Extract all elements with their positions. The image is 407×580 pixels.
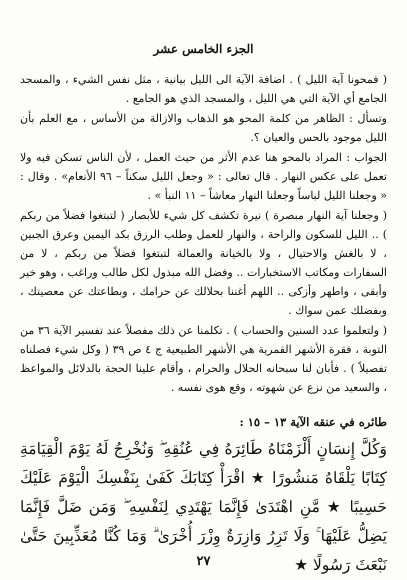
paragraph-2: وتسأل : الظاهر من كلمة المحو هو الذهاب والازالة من الأساس ، مع العلم بأن الليل موجود بالحس والعيان ؟. <box>20 112 387 144</box>
paragraph-4: ( وجعلنا آية النهار مبصرة ) نيرة تكشف كل شيء للأبصار ( لتبتغوا فضلاً من ربكم ) .. الليل للسكون والراحة ، والنهار للعمل وطلب الرزق بكد اليمين وعرق الجبين ، لا بالغش والاحتيال ، ولا بالخيانة والعمالة لتبتغوا فضلاً من ربكم ، لا من السفارات ومكاتب الاستخبارات .. وفضل الله مبذول لكل طالب وراغب ، وهو خير وأبقى ، واطهر وأزكى .. اللهم أغننا بحلالك عن حرامك ، وبطاعتك عن معصيتك ، وبفضلك عمن سواك . <box>20 209 387 317</box>
page-number: ٢٧ <box>196 554 211 569</box>
running-header: الجزء الخامس عشر <box>153 42 254 56</box>
paragraph-1: ( فمحونا آية الليل ) . اضافة الآية الى الليل بيانية ، مثل نفس الشيء ، والمسجد الجامع أي الآية التي هي الليل ، والمسجد الذي هو الجامع . <box>20 73 387 105</box>
quran-verse: وَكُلَّ إِنسَانٍ أَلْزَمْنَاهُ طَائِرَهُ فِي عُنُقِهِ ۖ وَنُخْرِجُ لَهُ يَوْمَ الْقِيَامَةِ كِتَابًا يَلْقَاهُ مَنشُورًا ★ اقْرَأْ كِتَابَكَ كَفَىٰ بِنَفْسِكَ الْيَوْمَ عَلَيْكَ حَسِيبًا ★ مَّنِ اهْتَدَىٰ فَإِنَّمَا يَهْتَدِي لِنَفْسِهِ ۖ وَمَن ضَلَّ فَإِنَّمَا يَضِلُّ عَلَيْهَا ۚ وَلَا تَزِرُ وَازِرَةٌ وِزْرَ أُخْرَىٰ ۗ وَمَا كُنَّا مُعَذِّبِينَ حَتَّىٰ نَبْعَثَ رَسُولًا ★ <box>20 440 387 574</box>
section-title: طائره في عنقه الآية ١٣ – ١٥ : <box>239 415 387 429</box>
paragraph-5: ( ولتعلموا عدد السنين والحساب ) . تكلمنا عن ذلك مفصلاً عند تفسير الآية ٣٦ من التوبة ، فقرة الأشهر القمرية هي الأشهر الطبيعية ج ٤ ص ٣٩ ( وكل شيء فصلناه تفصيلاً ) . فأبان لنا سبحانه الحلال والحرام ، وأقام علينا الحجة بالدلائل والمواعظ ، والسعيد من نزع عن شهوته ، وقع هوى نفسه . <box>20 324 388 394</box>
paragraph-3: الجواب : المراد بالمحو هنا عدم الأثر من حيث العمل ، لأن الناس تسكن فيه ولا تعمل على عكس النهار . قال تعالى : « وجعل الليل سكناً – ٩٦ الأنعام» . وقال : « وجعلنا الليل لباساً وجعلنا النهار معاشاً – ١١ النبأ » . <box>20 151 387 202</box>
